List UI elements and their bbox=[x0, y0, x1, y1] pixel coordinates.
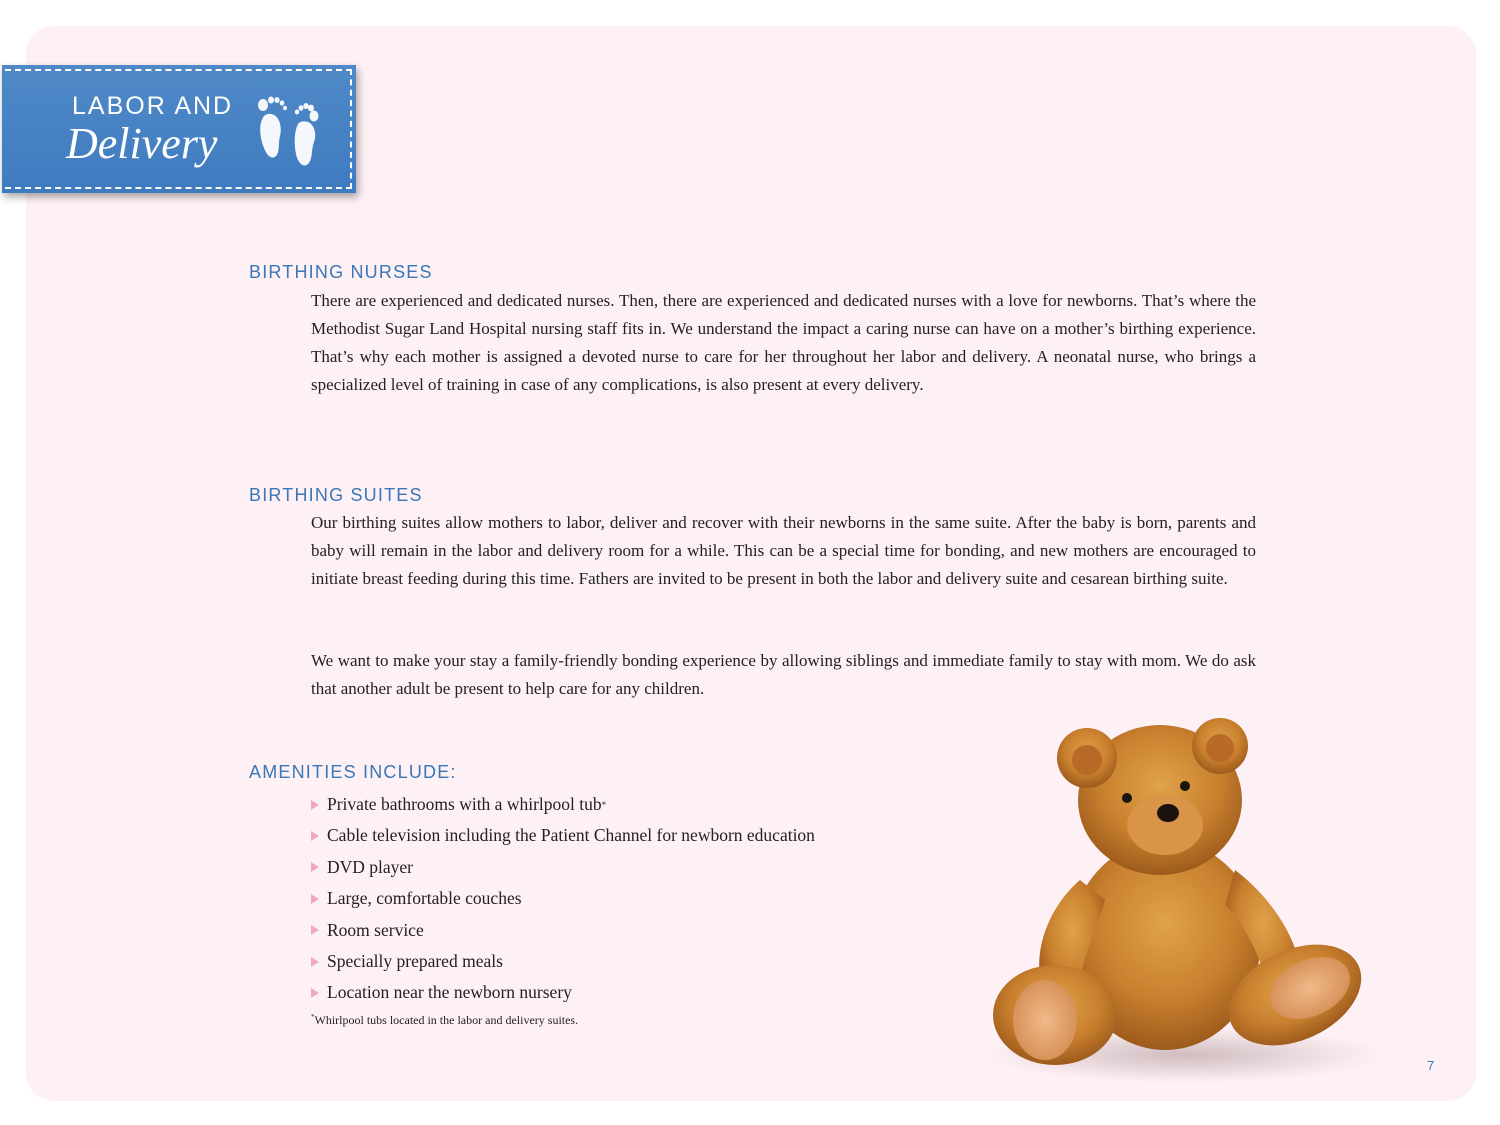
triangle-bullet-icon bbox=[311, 925, 319, 935]
list-item bbox=[311, 946, 815, 977]
triangle-bullet-icon bbox=[311, 831, 319, 841]
amenities-list bbox=[311, 789, 815, 1009]
amenity-text: Cable television including the Patient Channel for newborn education bbox=[327, 825, 815, 846]
birthing-nurses-paragraph: There are experienced and dedicated nurses. Then, there are experienced and dedicated nurses with a love for newborns. That’s where the Methodist Sugar Land Hospital nursing staff fits in. We understand the impact a caring nurse can have on a mother’s birthing experience. That’s why each mother is assigned a devoted nurse to care for her throughout her labor and delivery. A neonatal nurse, who brings a specialized level of training in case of any complications, is also present at every delivery. bbox=[311, 291, 1256, 394]
triangle-bullet-icon bbox=[311, 894, 319, 904]
amenity-text: Location near the newborn nursery bbox=[327, 982, 572, 1003]
footnote-text: Whirlpool tubs located in the labor and delivery suites. bbox=[314, 1013, 579, 1027]
baby-footprints-icon bbox=[250, 86, 322, 170]
amenity-text: Large, comfortable couches bbox=[327, 888, 522, 909]
list-item bbox=[311, 915, 815, 946]
birthing-suites-heading: BIRTHING SUITES bbox=[249, 485, 423, 505]
header-title-line2: Delivery bbox=[66, 119, 218, 168]
header-title-line1: LABOR AND bbox=[72, 92, 234, 120]
triangle-bullet-icon bbox=[311, 988, 319, 998]
page-number: 7 bbox=[1427, 1058, 1435, 1073]
amenity-text: Room service bbox=[327, 919, 424, 940]
amenity-text: Private bathrooms with a whirlpool tub bbox=[327, 794, 602, 814]
footnote-marker: * bbox=[601, 799, 607, 810]
amenity-text: Specially prepared meals bbox=[327, 950, 503, 971]
triangle-bullet-icon bbox=[311, 957, 319, 967]
amenities-heading: AMENITIES INCLUDE: bbox=[249, 762, 457, 782]
triangle-bullet-icon bbox=[311, 862, 319, 872]
list-item bbox=[311, 852, 815, 883]
footnote-marker: * bbox=[311, 1013, 315, 1021]
triangle-bullet-icon bbox=[311, 800, 319, 810]
birthing-suites-paragraph-1: Our birthing suites allow mothers to labor, deliver and recover with their newborns in the same suite. After the baby is born, parents and baby will remain in the labor and delivery room for a while. This can be a special time for bonding, and new mothers are encouraged to initiate breast feeding during this time. Fathers are invited to be present in both the labor and delivery suite and cesarean birthing suite. bbox=[311, 513, 1256, 588]
list-item bbox=[311, 977, 815, 1008]
list-item bbox=[311, 820, 815, 851]
teddy-bear-photo bbox=[975, 710, 1395, 1090]
amenity-text: DVD player bbox=[327, 856, 414, 877]
list-item bbox=[311, 883, 815, 914]
birthing-nurses-heading: BIRTHING NURSES bbox=[249, 262, 433, 282]
birthing-suites-paragraph-2: We want to make your stay a family-friendly bonding experience by allowing siblings and immediate family to stay with mom. We do ask that another adult be present to help care for any children. bbox=[311, 651, 1256, 698]
whirlpool-footnote bbox=[311, 1013, 578, 1028]
list-item bbox=[311, 789, 815, 820]
